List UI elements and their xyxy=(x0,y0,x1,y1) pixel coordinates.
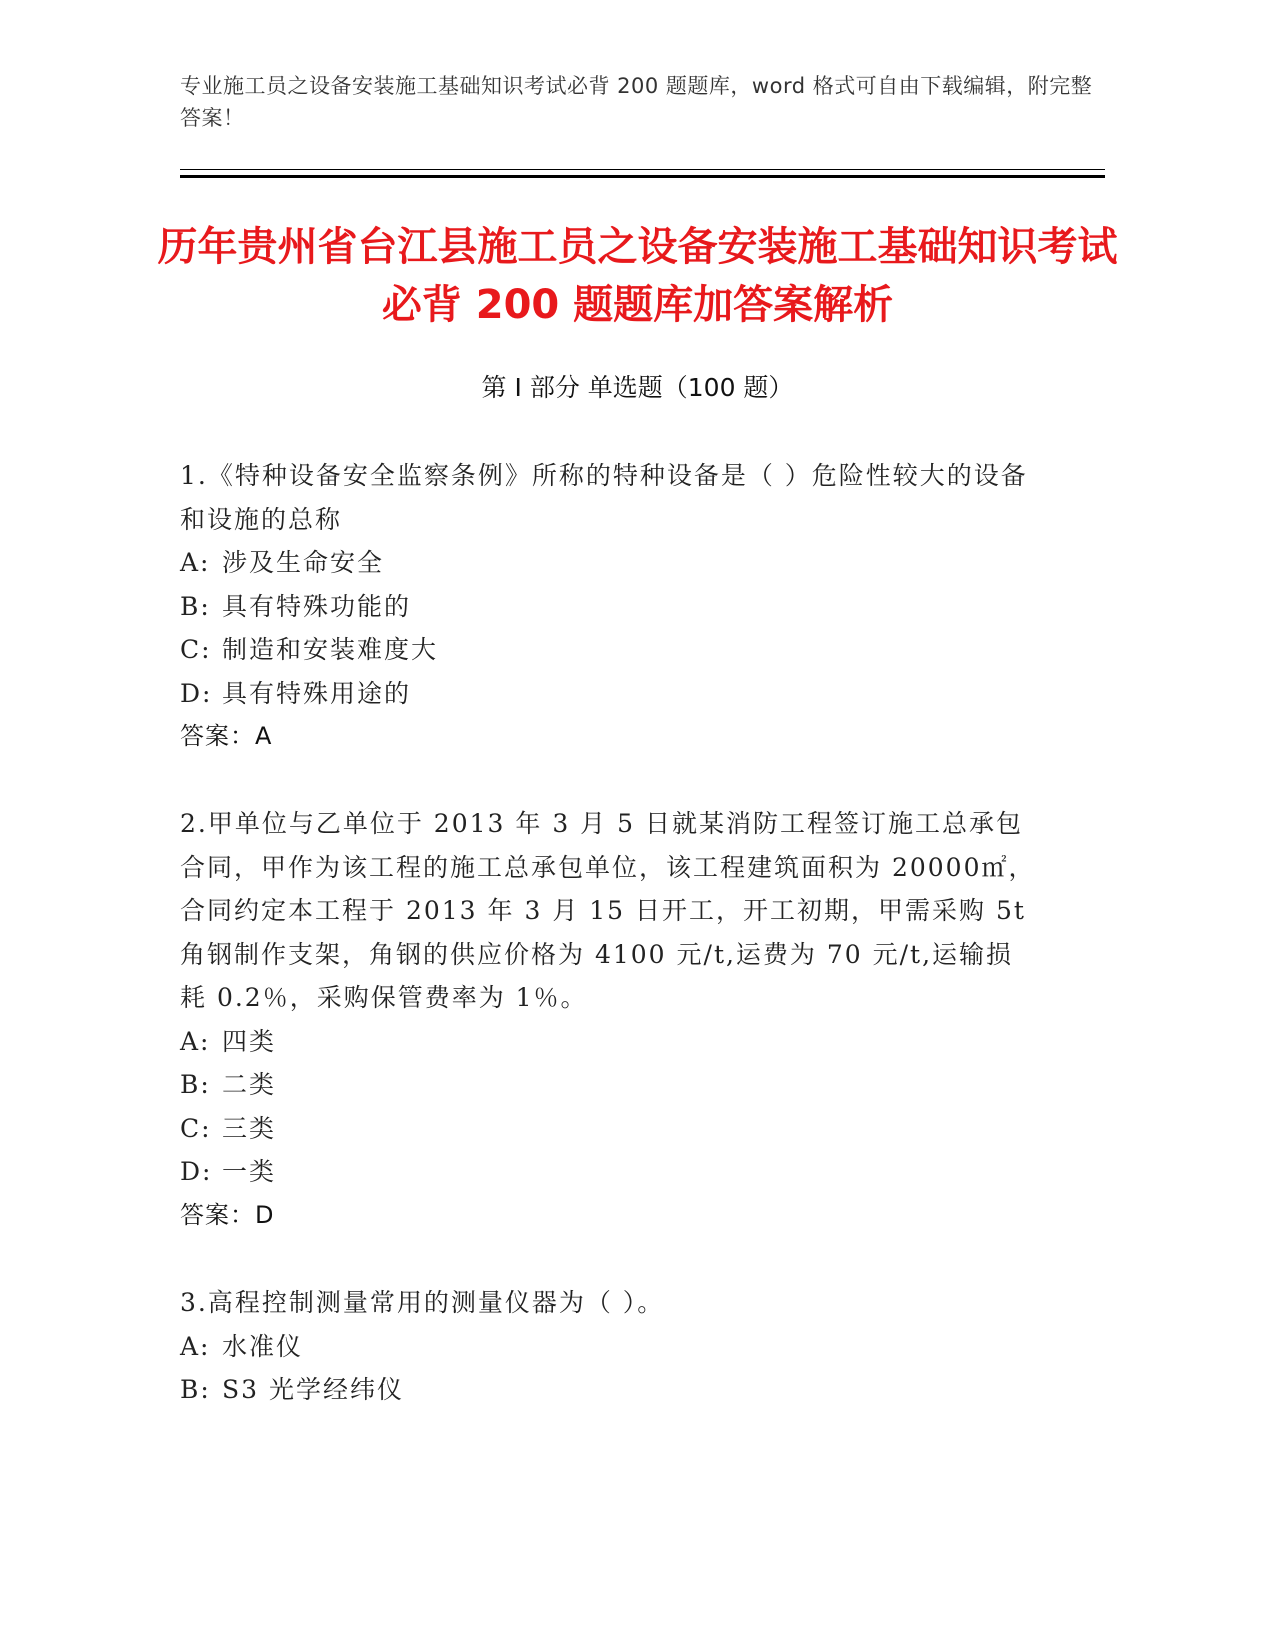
document-title: 历年贵州省台江县施工员之设备安装施工基础知识考试必背 200 题题库加答案解析 xyxy=(157,224,1118,328)
option-letter: A: xyxy=(180,1331,211,1361)
option-letter: C: xyxy=(180,1113,212,1143)
option-letter: D: xyxy=(180,678,213,708)
option-text: 涉及生命安全 xyxy=(222,548,385,577)
option-text: 一类 xyxy=(222,1157,277,1186)
header-note: 专业施工员之设备安装施工基础知识考试必背 200 题题库，word 格式可自由下载编辑，附完整答案！ xyxy=(180,74,1093,130)
question-stem: 1.《特种设备安全监察条例》所称的特种设备是（ ）危险性较大的设备和设施的总称 xyxy=(180,461,1028,534)
option-text: 具有特殊用途的 xyxy=(222,678,412,708)
option-text: 具有特殊功能的 xyxy=(222,591,412,621)
option-a xyxy=(180,541,1040,585)
option-text: S3 光学经纬仪 xyxy=(222,1375,404,1404)
option-text: 制造和安装难度大 xyxy=(222,635,439,664)
option-letter: C: xyxy=(180,635,212,664)
option-text: 四类 xyxy=(222,1026,277,1056)
option-letter: D: xyxy=(180,1157,213,1186)
option-d xyxy=(180,1150,1040,1194)
option-letter: B: xyxy=(180,1375,211,1404)
option-text: 三类 xyxy=(222,1113,277,1143)
question-2 xyxy=(180,802,1040,1237)
answer: 答案：A xyxy=(180,722,273,750)
option-a xyxy=(180,1020,1040,1064)
option-text: 水准仪 xyxy=(222,1331,304,1361)
option-d xyxy=(180,672,1040,716)
header-rule-thin xyxy=(180,169,1105,170)
option-a xyxy=(180,1325,1040,1369)
option-b xyxy=(180,585,1040,629)
option-letter: A: xyxy=(180,548,211,577)
option-c xyxy=(180,1107,1040,1151)
option-b xyxy=(180,1063,1040,1107)
option-letter: B: xyxy=(180,1070,211,1099)
section-title: 第 I 部分 单选题（100 题） xyxy=(481,373,794,402)
question-3 xyxy=(180,1281,1040,1412)
question-stem: 2.甲单位与乙单位于 2013 年 3 月 5 日就某消防工程签订施工总承包合同，甲作为该工程的施工总承包单位，该工程建筑面积为 20000㎡，合同约定本工程于 2013 年 3 月 15 日开工，开工初期，甲需采购 5t 角钢制作支架，角钢的供应价格为 4100 元/t,运费为 70 元/t,运输损耗 0.2％，采购保管费率为 1％。 xyxy=(180,809,1036,1012)
question-stem: 3.高程控制测量常用的测量仪器为（ ）。 xyxy=(180,1288,665,1317)
option-text: 二类 xyxy=(222,1070,277,1099)
question-1 xyxy=(180,454,1040,759)
header-rule-thick xyxy=(180,175,1105,178)
option-letter: B: xyxy=(180,591,211,621)
option-c xyxy=(180,628,1040,672)
option-b xyxy=(180,1368,1040,1412)
option-letter: A: xyxy=(180,1026,211,1056)
answer: 答案：D xyxy=(180,1200,275,1229)
